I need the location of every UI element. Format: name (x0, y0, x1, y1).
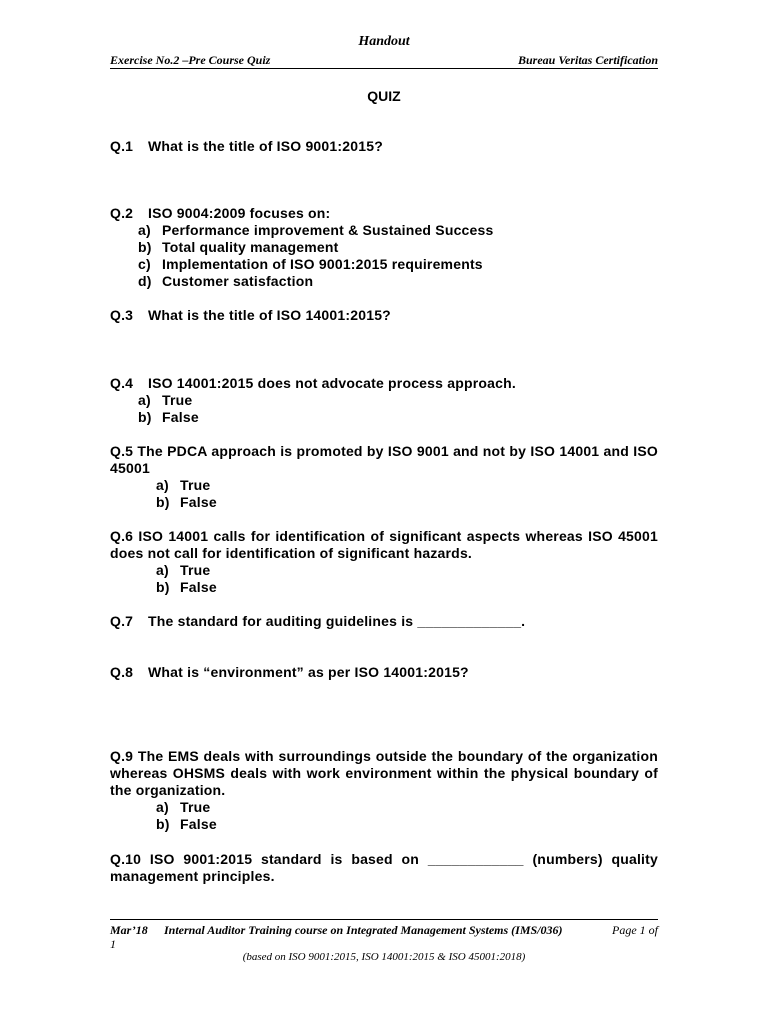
option-a: a) True (156, 562, 211, 578)
question-number: Q.1 (110, 138, 134, 154)
question-number: Q.3 (110, 307, 134, 323)
footer-date: Mar’18 (110, 923, 148, 937)
question-1 (110, 138, 658, 155)
question-text: What is “environment” as per ISO 14001:2015? (148, 664, 469, 680)
question-10: Q.10 ISO 9001:2015 standard is based on ____________ (numbers) quality management principles. (110, 851, 658, 884)
question-6: Q.6 ISO 14001 calls for identification of significant aspects whereas ISO 45001 does not call for identification of significant hazards. (110, 528, 658, 561)
option-b: b) False (138, 409, 199, 425)
question-5: Q.5 The PDCA approach is promoted by ISO 9001 and not by ISO 14001 and ISO 45001 (110, 443, 658, 476)
organization-label: Bureau Veritas Certification (517, 53, 658, 67)
question-8 (110, 664, 658, 681)
question-4 (110, 375, 658, 392)
footer-course: Internal Auditor Training course on Integrated Management Systems (IMS/036) (164, 923, 563, 937)
question-text: The standard for auditing guidelines is _____________. (148, 613, 526, 629)
question-text: What is the title of ISO 9001:2015? (148, 138, 383, 154)
option-b: b) False (156, 816, 217, 832)
question-text: ISO 9004:2009 focuses on: (148, 205, 331, 221)
footer-note: (based on ISO 9001:2015, ISO 14001:2015 & ISO 45001:2018) (242, 951, 526, 963)
option-a: a) True (156, 477, 211, 493)
question-2 (110, 205, 658, 222)
question-number: Q.7 (110, 613, 134, 629)
exercise-label: Exercise No.2 –Pre Course Quiz (110, 53, 271, 67)
option-a: a) Performance improvement & Sustained Success (138, 222, 494, 238)
option-d: d) Customer satisfaction (138, 273, 314, 289)
footer-page-total: 1 (110, 937, 116, 951)
option-b: b) False (156, 579, 217, 595)
footer-page-label: Page 1 of (612, 923, 658, 937)
option-b: b) Total quality management (138, 239, 339, 255)
footer-rule (110, 919, 658, 920)
header-rule (110, 68, 658, 69)
question-2-options (138, 222, 494, 290)
option-a: a) True (156, 799, 211, 815)
footer-line (110, 923, 658, 938)
question-text: What is the title of ISO 14001:2015? (148, 307, 391, 323)
question-number: Q.8 (110, 664, 134, 680)
option-a: a) True (138, 392, 193, 408)
question-text: ISO 14001:2015 does not advocate process approach. (148, 375, 516, 391)
option-c: c) Implementation of ISO 9001:2015 requirements (138, 256, 483, 272)
quiz-heading: QUIZ (367, 88, 401, 104)
option-b: b) False (156, 494, 217, 510)
question-number: Q.2 (110, 205, 134, 221)
question-5-options (156, 477, 217, 511)
question-number: Q.4 (110, 375, 134, 391)
question-3 (110, 307, 658, 324)
question-6-options (156, 562, 217, 596)
question-7 (110, 613, 658, 630)
question-9-options (156, 799, 217, 833)
question-9: Q.9 The EMS deals with surroundings outside the boundary of the organization whereas OHSMS deals with work environment within the physical boundary of the organization. (110, 748, 658, 798)
question-4-options (138, 392, 199, 426)
handout-title: Handout (358, 34, 410, 49)
